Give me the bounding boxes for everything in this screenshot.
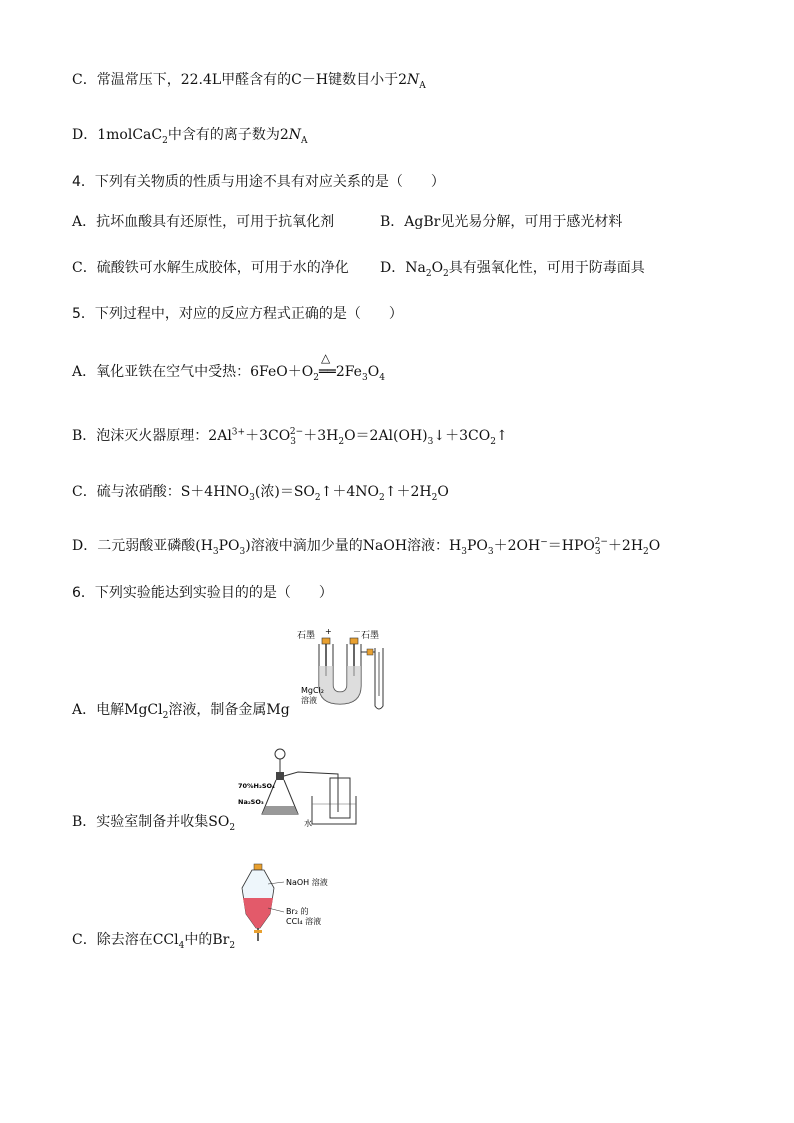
q3-option-c: C．常温常压下，22.4L甲醛含有的C－H键数目小于$2N_A$: [72, 72, 426, 91]
q5-option-a: A．氧化亚铁在空气中受热：$6FeO+O_2$ △ $══2Fe_3O_4$: [72, 351, 385, 383]
svg-text:MgCl₂: MgCl₂: [301, 686, 324, 695]
svg-text:水: 水: [304, 819, 312, 828]
question-4: 4．下列有关物质的性质与用途不具有对应关系的是（ ）: [72, 174, 445, 190]
separatory-funnel-figure: [240, 862, 340, 942]
svg-text:+: +: [325, 627, 332, 636]
q5-option-c: C．硫与浓硝酸：$S+4HNO_3$(浓)$=SO_2↑+4NO_2↑+2H_2O$: [72, 484, 449, 503]
q5-option-d: D．二元弱酸亚磷酸$(H_3PO_3)$溶液中滴加少量的NaOH溶液：$H_3PO_3+2OH^-=HPO_3^{2-}+2H_2O$: [72, 537, 661, 557]
q4-option-d: D．$Na_2O_2$具有强氧化性，可用于防毒面具: [380, 260, 645, 279]
svg-text:NaOH 溶液: NaOH 溶液: [286, 878, 328, 887]
q5-option-b: B．泡沫灭火器原理：$2Al^{3+}+3CO_3^{2-}+3H_2O=2Al(OH)_3↓+3CO_2↑$: [72, 427, 508, 447]
q6-option-a: A．电解MgCl$_2$溶液，制备金属Mg: [72, 702, 290, 721]
so2-apparatus-figure: [238, 748, 358, 828]
question-6: 6．下列实验能达到实验目的的是（ ）: [72, 585, 333, 601]
q4-option-b: B．AgBr见光易分解，可用于感光材料: [380, 214, 623, 230]
svg-text:溶液: 溶液: [301, 696, 317, 705]
svg-text:－: －: [353, 627, 361, 636]
svg-text:70%H₂SO₄: 70%H₂SO₄: [238, 782, 275, 790]
q3-option-d: D．1molCaC$_2$中含有的离子数为$2N_A$: [72, 127, 308, 146]
q4-option-a: A．抗坏血酸具有还原性，可用于抗氧化剂: [72, 214, 335, 230]
svg-text:石墨: 石墨: [361, 631, 380, 641]
question-5: 5．下列过程中，对应的反应方程式正确的是（ ）: [72, 306, 403, 322]
svg-text:Na₂SO₃: Na₂SO₃: [238, 798, 264, 806]
q4-option-c: C．硫酸铁可水解生成胶体，可用于水的净化: [72, 260, 349, 276]
svg-text:石墨: 石墨: [297, 631, 316, 641]
electrolysis-figure: [295, 626, 390, 716]
svg-text:CCl₄ 溶液: CCl₄ 溶液: [286, 917, 322, 926]
q6-option-c: C．除去溶在CCl$_4$中的$Br_2$: [72, 932, 236, 951]
q6-option-b: B．实验室制备并收集$SO_2$: [72, 814, 236, 833]
svg-text:Br₂ 的: Br₂ 的: [286, 907, 309, 916]
